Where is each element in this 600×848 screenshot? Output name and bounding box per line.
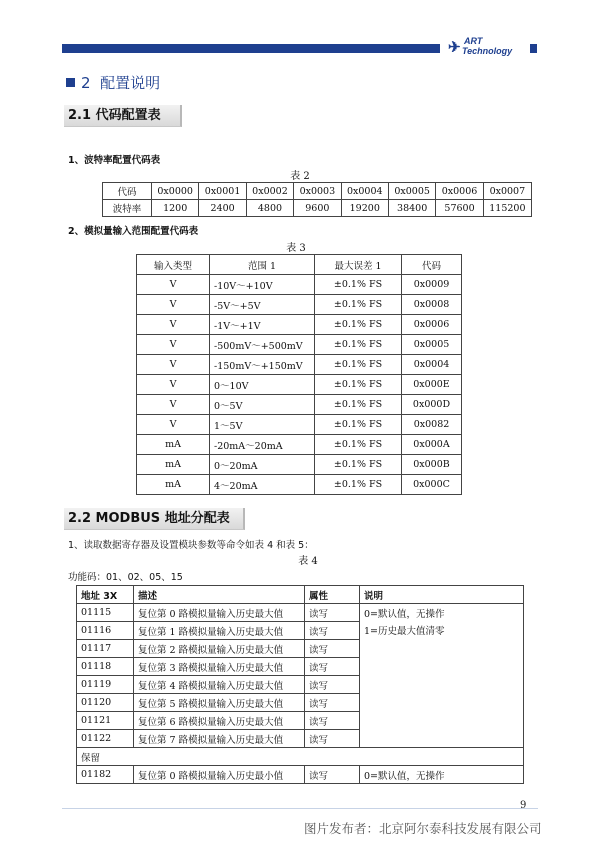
baud-code-cell: 0x0001 (199, 183, 246, 200)
header-square (530, 44, 537, 53)
range-cell: mA (137, 435, 210, 455)
range-cell: 0～5V (210, 395, 315, 415)
range-cell: -150mV～+150mV (210, 355, 315, 375)
baud-rate-table (102, 182, 532, 217)
range-cell: ±0.1% FS (315, 355, 402, 375)
logo-text-art: ART (464, 36, 483, 46)
modbus-last-row (77, 766, 524, 784)
range-cell: 0x0082 (402, 415, 462, 435)
table-3-caption: 表 3 (286, 243, 306, 254)
baud-rate-cell: 19200 (341, 200, 388, 217)
modbus-header-cell: 地址 3X (77, 586, 134, 604)
modbus-cell: 01116 (77, 622, 134, 640)
range-row (137, 375, 462, 395)
company-logo (448, 36, 538, 58)
modbus-cell: 读写 (305, 640, 360, 658)
baud-rate-cell: 2400 (199, 200, 246, 217)
modbus-cell: 01121 (77, 712, 134, 730)
range-cell: 0x0005 (402, 335, 462, 355)
baud-code-cell: 0x0005 (388, 183, 435, 200)
modbus-cell: 复位第 1 路模拟量输入历史最大值 (134, 622, 305, 640)
range-cell: ±0.1% FS (315, 455, 402, 475)
chapter-number: 2 (81, 74, 91, 92)
modbus-reserved-row (77, 748, 524, 766)
publisher-watermark: 图片发布者：北京阿尔泰科技发展有限公司 (304, 821, 542, 836)
range-cell: mA (137, 455, 210, 475)
modbus-cell: 01182 (77, 766, 134, 784)
range-row (137, 435, 462, 455)
modbus-cell: 01122 (77, 730, 134, 748)
input-range-table (136, 254, 462, 495)
modbus-header-row (77, 586, 524, 604)
range-cell: V (137, 355, 210, 375)
range-cell: -10V～+10V (210, 275, 315, 295)
modbus-cell: 复位第 5 路模拟量输入历史最大值 (134, 694, 305, 712)
modbus-cell: 01115 (77, 604, 134, 622)
range-header-cell: 最大误差 1 (315, 255, 402, 275)
range-cell: 0x0008 (402, 295, 462, 315)
modbus-cell: 复位第 7 路模拟量输入历史最大值 (134, 730, 305, 748)
range-cell: -500mV～+500mV (210, 335, 315, 355)
range-cell: -5V～+5V (210, 295, 315, 315)
range-heading: 2、模拟量输入范围配置代码表 (68, 226, 199, 237)
baud-code-cell: 0x0000 (152, 183, 199, 200)
range-cell: ±0.1% FS (315, 475, 402, 495)
chapter-title (66, 72, 160, 93)
baud-code-label: 代码 (103, 183, 152, 200)
range-cell: ±0.1% FS (315, 395, 402, 415)
range-row (137, 275, 462, 295)
baud-heading: 1、波特率配置代码表 (68, 155, 161, 166)
modbus-note-cell (360, 604, 524, 748)
range-row (137, 415, 462, 435)
modbus-cell: 复位第 0 路模拟量输入历史最大值 (134, 604, 305, 622)
range-row (137, 355, 462, 375)
modbus-address-table (76, 585, 524, 784)
range-cell: 0x000A (402, 435, 462, 455)
modbus-row (77, 604, 524, 622)
range-row (137, 335, 462, 355)
range-cell: V (137, 335, 210, 355)
range-cell: ±0.1% FS (315, 435, 402, 455)
baud-code-row (103, 183, 532, 200)
chapter-text: 配置说明 (100, 74, 161, 92)
range-header-cell: 输入类型 (137, 255, 210, 275)
logo-icon: ✈ (448, 38, 461, 56)
section-2-1-number: 2.1 (68, 108, 92, 123)
range-cell: V (137, 395, 210, 415)
section-2-2-heading (64, 508, 245, 530)
modbus-cell: 读写 (305, 604, 360, 622)
range-cell: ±0.1% FS (315, 275, 402, 295)
range-cell: 0x000E (402, 375, 462, 395)
range-row (137, 475, 462, 495)
note-line: 1=历史最大值清零 (364, 626, 445, 637)
baud-rate-label: 波特率 (103, 200, 152, 217)
header-bar (62, 44, 440, 53)
modbus-cell: 复位第 6 路模拟量输入历史最大值 (134, 712, 305, 730)
modbus-cell: 读写 (305, 712, 360, 730)
logo-text-technology: Technology (462, 46, 513, 56)
baud-rate-cell: 57600 (436, 200, 483, 217)
table-2-caption: 表 2 (290, 171, 310, 182)
range-cell: 0x0009 (402, 275, 462, 295)
note-line: 0=默认值，无操作 (364, 609, 445, 620)
modbus-cell: 复位第 4 路模拟量输入历史最大值 (134, 676, 305, 694)
range-cell: ±0.1% FS (315, 375, 402, 395)
modbus-cell: 0=默认值，无操作 (360, 766, 524, 784)
modbus-cell: 读写 (305, 622, 360, 640)
range-cell: 0x0006 (402, 315, 462, 335)
baud-code-cell: 0x0007 (483, 183, 531, 200)
modbus-intro: 1、读取数据寄存器及设置模块参数等命令如表 4 和表 5： (68, 540, 314, 551)
modbus-header-cell: 属性 (305, 586, 360, 604)
baud-rate-cell: 115200 (483, 200, 531, 217)
baud-rate-cell: 38400 (388, 200, 435, 217)
range-cell: mA (137, 475, 210, 495)
baud-rate-cell: 4800 (246, 200, 293, 217)
modbus-cell: 01117 (77, 640, 134, 658)
modbus-cell: 01118 (77, 658, 134, 676)
baud-code-cell: 0x0003 (294, 183, 341, 200)
page-number: 9 (520, 800, 527, 811)
range-cell: ±0.1% FS (315, 295, 402, 315)
range-cell: V (137, 415, 210, 435)
range-cell: V (137, 295, 210, 315)
range-cell: V (137, 315, 210, 335)
range-cell: 0x000B (402, 455, 462, 475)
baud-code-cell: 0x0006 (436, 183, 483, 200)
section-2-1-heading (64, 105, 182, 127)
range-cell: -20mA～20mA (210, 435, 315, 455)
baud-code-cell: 0x0002 (246, 183, 293, 200)
range-header-row (137, 255, 462, 275)
section-2-2-title: 2.2 MODBUS 地址分配表 (68, 511, 230, 526)
modbus-cell: 读写 (305, 658, 360, 676)
chapter-square-icon (66, 78, 75, 87)
range-row (137, 455, 462, 475)
range-header-cell: 范围 1 (210, 255, 315, 275)
section-2-1-title: 代码配置表 (95, 108, 161, 123)
modbus-cell: 读写 (305, 694, 360, 712)
modbus-cell: 复位第 2 路模拟量输入历史最大值 (134, 640, 305, 658)
range-row (137, 315, 462, 335)
modbus-cell: 读写 (305, 730, 360, 748)
range-cell: 4～20mA (210, 475, 315, 495)
range-cell: 0～20mA (210, 455, 315, 475)
range-cell: 1～5V (210, 415, 315, 435)
range-cell: 0x000C (402, 475, 462, 495)
range-cell: ±0.1% FS (315, 415, 402, 435)
range-row (137, 295, 462, 315)
range-cell: ±0.1% FS (315, 315, 402, 335)
range-cell: ±0.1% FS (315, 335, 402, 355)
footer-line (62, 808, 538, 809)
baud-rate-cell: 9600 (294, 200, 341, 217)
modbus-cell: 复位第 3 路模拟量输入历史最大值 (134, 658, 305, 676)
modbus-header-cell: 描述 (134, 586, 305, 604)
range-cell: 0x000D (402, 395, 462, 415)
modbus-cell: 01120 (77, 694, 134, 712)
modbus-cell: 读写 (305, 766, 360, 784)
range-cell: -1V～+1V (210, 315, 315, 335)
range-header-cell: 代码 (402, 255, 462, 275)
range-cell: V (137, 375, 210, 395)
baud-rate-row (103, 200, 532, 217)
function-codes: 功能码：01、02、05、15 (68, 572, 183, 583)
baud-code-cell: 0x0004 (341, 183, 388, 200)
modbus-cell: 01119 (77, 676, 134, 694)
reserved-cell: 保留 (77, 748, 524, 766)
table-4-caption: 表 4 (298, 556, 318, 567)
modbus-cell: 读写 (305, 676, 360, 694)
modbus-header-cell: 说明 (360, 586, 524, 604)
range-cell: V (137, 275, 210, 295)
range-cell: 0x0004 (402, 355, 462, 375)
baud-rate-cell: 1200 (152, 200, 199, 217)
range-row (137, 395, 462, 415)
range-cell: 0～10V (210, 375, 315, 395)
modbus-cell: 复位第 0 路模拟量输入历史最小值 (134, 766, 305, 784)
